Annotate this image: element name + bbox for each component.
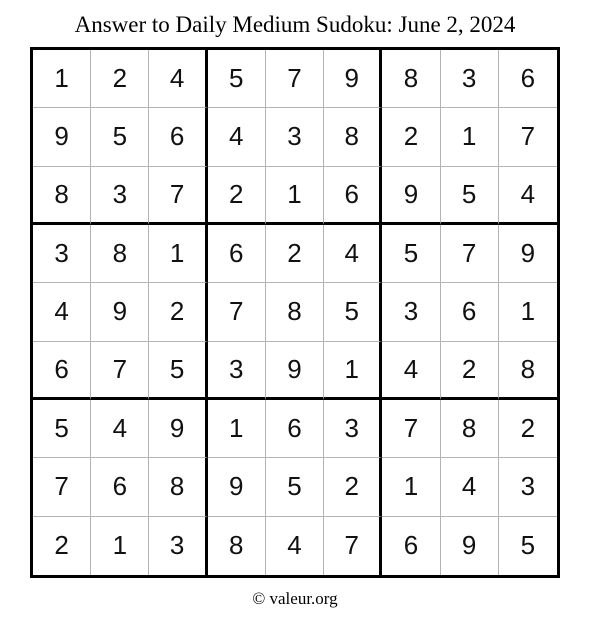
sudoku-cell-r2c8: 1 [441, 108, 499, 166]
sudoku-cell-r7c7: 7 [382, 400, 440, 458]
sudoku-cell-r3c6: 6 [324, 167, 382, 225]
sudoku-cell-r3c9: 4 [499, 167, 557, 225]
sudoku-cell-r3c8: 5 [441, 167, 499, 225]
sudoku-cell-r7c2: 4 [91, 400, 149, 458]
sudoku-cell-r1c3: 4 [149, 50, 207, 108]
sudoku-cell-r8c6: 2 [324, 458, 382, 516]
sudoku-cell-r4c8: 7 [441, 225, 499, 283]
sudoku-cell-r2c1: 9 [33, 108, 91, 166]
sudoku-cell-r7c3: 9 [149, 400, 207, 458]
sudoku-cell-r6c3: 5 [149, 342, 207, 400]
sudoku-cell-r5c9: 1 [499, 283, 557, 341]
sudoku-cell-r2c4: 4 [208, 108, 266, 166]
sudoku-cell-r8c8: 4 [441, 458, 499, 516]
sudoku-cell-r7c5: 6 [266, 400, 324, 458]
sudoku-cell-r1c9: 6 [499, 50, 557, 108]
sudoku-cell-r8c5: 5 [266, 458, 324, 516]
sudoku-cell-r5c3: 2 [149, 283, 207, 341]
sudoku-cell-r8c9: 3 [499, 458, 557, 516]
sudoku-cell-r7c6: 3 [324, 400, 382, 458]
sudoku-cell-r2c9: 7 [499, 108, 557, 166]
sudoku-cell-r5c6: 5 [324, 283, 382, 341]
sudoku-cell-r8c7: 1 [382, 458, 440, 516]
sudoku-cell-r6c4: 3 [208, 342, 266, 400]
sudoku-cell-r4c6: 4 [324, 225, 382, 283]
sudoku-cell-r9c7: 6 [382, 517, 440, 575]
sudoku-cell-r1c7: 8 [382, 50, 440, 108]
sudoku-cell-r3c2: 3 [91, 167, 149, 225]
sudoku-cell-r9c8: 9 [441, 517, 499, 575]
sudoku-cell-r2c7: 2 [382, 108, 440, 166]
sudoku-cell-r7c9: 2 [499, 400, 557, 458]
sudoku-cell-r2c6: 8 [324, 108, 382, 166]
sudoku-cell-r5c4: 7 [208, 283, 266, 341]
sudoku-cell-r4c7: 5 [382, 225, 440, 283]
sudoku-cell-r1c4: 5 [208, 50, 266, 108]
sudoku-cell-r8c3: 8 [149, 458, 207, 516]
page-title: Answer to Daily Medium Sudoku: June 2, 2024 [74, 12, 516, 37]
sudoku-cell-r4c2: 8 [91, 225, 149, 283]
sudoku-cell-r6c7: 4 [382, 342, 440, 400]
sudoku-cell-r7c4: 1 [208, 400, 266, 458]
sudoku-cell-r9c9: 5 [520, 530, 536, 561]
sudoku-cell-r5c5: 8 [266, 283, 324, 341]
sudoku-cell-r8c1: 7 [33, 458, 91, 516]
sudoku-cell-r3c7: 9 [382, 167, 440, 225]
sudoku-cell-r2c5: 3 [266, 108, 324, 166]
sudoku-cell-r8c4: 9 [208, 458, 266, 516]
sudoku-cell-r9c6: 7 [324, 517, 382, 575]
sudoku-cell-r1c8: 3 [441, 50, 499, 108]
sudoku-cell-r1c6: 9 [324, 50, 382, 108]
sudoku-cell-r1c5: 7 [266, 50, 324, 108]
sudoku-cell-r2c2: 5 [91, 108, 149, 166]
sudoku-cell-r8c2: 6 [91, 458, 149, 516]
sudoku-cell-r4c4: 6 [208, 225, 266, 283]
sudoku-cell-r9c4: 8 [208, 517, 266, 575]
sudoku-cell-r4c9: 9 [499, 225, 557, 283]
sudoku-cell-r5c1: 4 [33, 283, 91, 341]
sudoku-cell-r4c5: 2 [266, 225, 324, 283]
sudoku-cell-r7c1: 5 [33, 400, 91, 458]
copyright-footer: © valeur.org [252, 589, 338, 608]
sudoku-cell-r6c2: 7 [91, 342, 149, 400]
sudoku-cell-r3c3: 7 [149, 167, 207, 225]
sudoku-cell-r9c3: 3 [149, 517, 207, 575]
sudoku-cell-r7c8: 8 [441, 400, 499, 458]
sudoku-cell-r6c5: 9 [266, 342, 324, 400]
sudoku-cell-r1c1: 1 [33, 50, 91, 108]
sudoku-board [30, 47, 560, 578]
sudoku-cell-r6c6: 1 [324, 342, 382, 400]
sudoku-cell-r6c1: 6 [33, 342, 91, 400]
sudoku-cell-r9c5: 4 [266, 517, 324, 575]
sudoku-cell-r3c5: 1 [266, 167, 324, 225]
sudoku-cell-r5c8: 6 [441, 283, 499, 341]
sudoku-cell-r5c2: 9 [91, 283, 149, 341]
sudoku-cell-r3c1: 8 [33, 167, 91, 225]
sudoku-cell-r6c9: 8 [499, 342, 557, 400]
sudoku-cell-r2c3: 6 [149, 108, 207, 166]
sudoku-cell-r9c2: 1 [91, 517, 149, 575]
sudoku-cell-r9c1: 2 [33, 517, 91, 575]
sudoku-cell-r4c3: 1 [149, 225, 207, 283]
sudoku-cell-r1c2: 2 [91, 50, 149, 108]
sudoku-cell-r6c8: 2 [441, 342, 499, 400]
sudoku-cell-r3c4: 2 [208, 167, 266, 225]
sudoku-cell-r5c7: 3 [382, 283, 440, 341]
sudoku-cell-r4c1: 3 [33, 225, 91, 283]
